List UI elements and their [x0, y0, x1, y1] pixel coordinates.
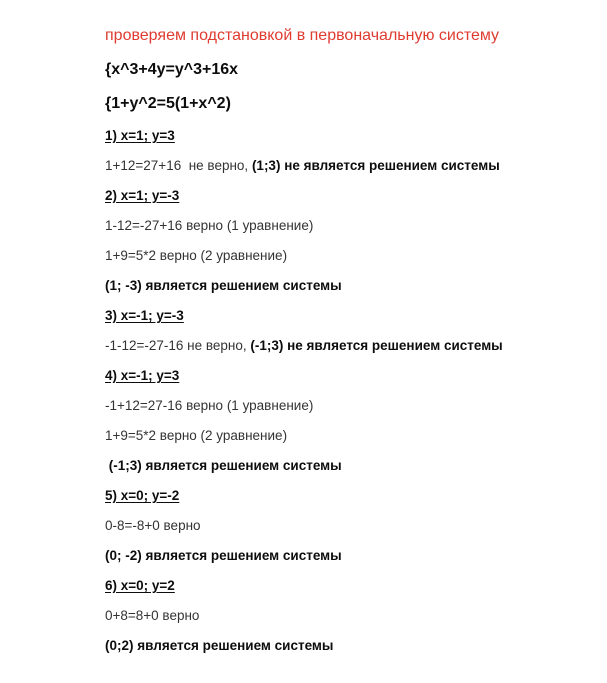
body-line [105, 517, 577, 535]
body-line [105, 427, 577, 445]
text-segment: 4) x=-1; y=3 [105, 368, 180, 383]
text-segment: 1+9=5*2 верно (2 уравнение) [105, 428, 288, 443]
page-title [105, 25, 577, 46]
case-heading [105, 187, 577, 205]
text-segment: 6) x=0; y=2 [105, 578, 175, 593]
body-line [105, 157, 577, 175]
text-segment: 1-12=-27+16 верно (1 уравнение) [105, 218, 314, 233]
text-segment: проверяем подстановкой в первоначальную систему [105, 27, 500, 44]
formula [105, 59, 577, 80]
case-heading [105, 127, 577, 145]
conclusion [105, 547, 577, 565]
text-segment: (-1;3) является решением системы [105, 458, 342, 473]
text-segment: 3) x=-1; y=-3 [105, 308, 184, 323]
case-heading [105, 307, 577, 325]
case-heading [105, 487, 577, 505]
case-heading [105, 577, 577, 595]
text-segment: {1+y^2=5(1+x^2) [105, 95, 231, 112]
text-segment: {x^3+4y=y^3+16x [105, 61, 239, 78]
body-line [105, 607, 577, 625]
text-segment: -1+12=27-16 верно (1 уравнение) [105, 398, 314, 413]
body-line [105, 397, 577, 415]
text-segment: (0;2) является решением системы [105, 638, 334, 653]
text-segment: 5) x=0; y=-2 [105, 488, 180, 503]
text-segment: (-1;3) не является решением системы [250, 338, 503, 353]
text-segment: 1+12=27+16 не верно, [105, 158, 252, 173]
text-segment: 1+9=5*2 верно (2 уравнение) [105, 248, 288, 263]
text-segment: -1-12=-27-16 не верно, [105, 338, 251, 353]
text-segment: 0+8=8+0 верно [105, 608, 200, 623]
text-segment: (0; -2) является решением системы [105, 548, 342, 563]
conclusion [105, 637, 577, 655]
case-heading [105, 367, 577, 385]
text-segment: 0-8=-8+0 верно [105, 518, 201, 533]
text-segment: 1) x=1; y=3 [105, 128, 175, 143]
formula [105, 93, 577, 114]
text-segment: 2) x=1; y=-3 [105, 188, 180, 203]
body-line [105, 217, 577, 235]
conclusion [105, 277, 577, 295]
text-segment: (1;3) не является решением системы [251, 158, 500, 173]
body-line [105, 337, 577, 355]
body-line [105, 247, 577, 265]
conclusion [105, 457, 577, 475]
text-segment: (1; -3) является решением системы [105, 278, 342, 293]
